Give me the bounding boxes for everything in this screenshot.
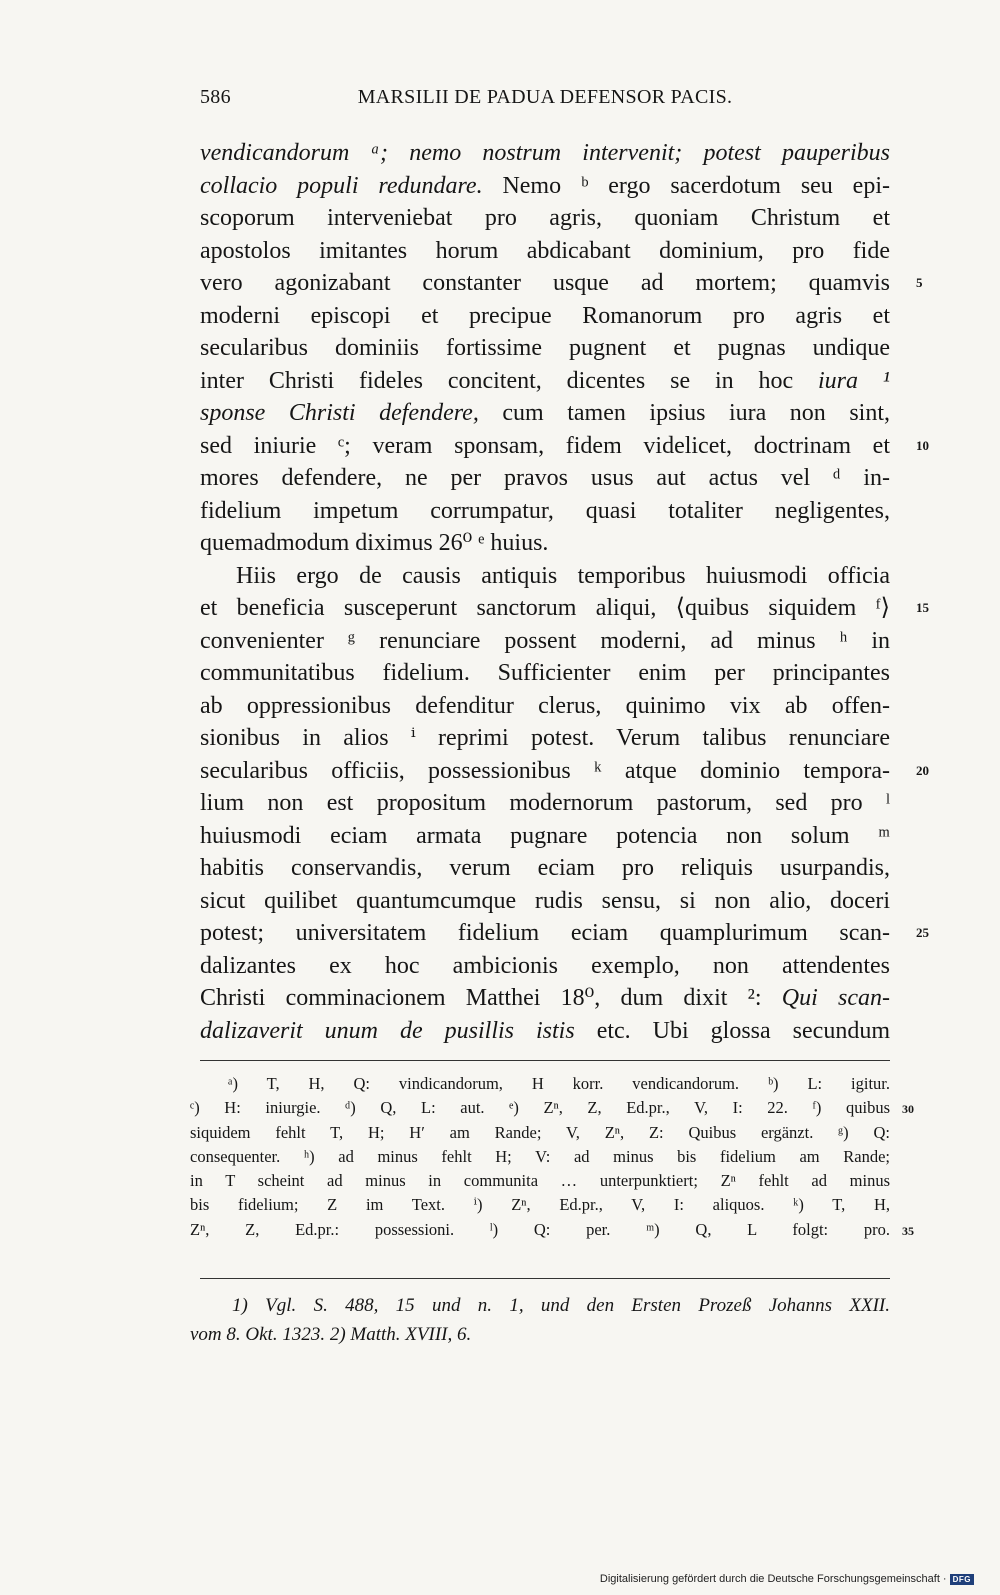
text-line: moderni episcopi et precipue Romanorum pro agris et [200, 302, 890, 329]
apparatus-line: ᶜ) H: iniurgie. ᵈ) Q, L: aut. ᵉ) Zⁿ, Z, Ed.pr., V, I: 22. ᶠ) quibus [190, 1098, 890, 1118]
apparatus-line: Zⁿ, Z, Ed.pr.: possessioni. ˡ) Q: per. ᵐ) Q, L folgt: pro. [190, 1219, 890, 1239]
apparatus-line: in T scheint ad minus in communita … unterpunktiert; Zⁿ fehlt ad minus [190, 1171, 890, 1191]
apparatus-line: consequenter. ʰ) ad minus fehlt H; V: ad minus bis fidelium am Rande; [190, 1146, 890, 1166]
line-number: 5 [916, 275, 923, 290]
reference-line: vom 8. Okt. 1323. 2) Matth. XVIII, 6. [190, 1324, 472, 1345]
digitization-credit [600, 1573, 974, 1585]
text-line: secularibus dominiis fortissime pugnent et pugnas undique [200, 335, 890, 361]
text-line: convenienter ᵍ renunciare possent moderni, ad minus ʰ in [200, 627, 890, 654]
text-line: sed iniurie ᶜ; veram sponsam, fidem videlicet, doctrinam et [200, 432, 890, 459]
apparatus-line-number: 35 [902, 1223, 914, 1238]
line-number: 10 [916, 437, 929, 453]
reference-line: 1) Vgl. S. 488, 15 und n. 1, und den Ersten Prozeß Johanns XXII. [232, 1295, 890, 1316]
apparatus-line: ᵃ) T, H, Q: vindicandorum, H korr. vendicandorum. ᵇ) L: igitur. [228, 1074, 890, 1093]
reference-footnotes [190, 1291, 890, 1349]
text-line: ab oppressionibus defenditur clerus, quinimo vix ab offen- [200, 692, 890, 719]
text-line: secularibus officiis, possessionibus ᵏ atque dominio tempora- [200, 757, 890, 784]
text-line: vendicandorum ᵃ; nemo nostrum intervenit; potest pauperibus [200, 140, 890, 166]
text-line: collacio populi redundare. Nemo ᵇ ergo sacerdotum seu epi- [200, 172, 890, 199]
dfg-logo: DFG [950, 1574, 974, 1585]
page-number: 586 [200, 86, 231, 108]
line-number: 25 [916, 925, 929, 940]
text-line: quemadmodum diximus 26⁰ ᵉ huius. [200, 530, 549, 556]
text-line: huiusmodi eciam armata pugnare potencia non solum ᵐ [200, 822, 890, 849]
digitization-note: Digitalisierung gefördert durch die Deutsche Forschungsgemeinschaft · [599, 1573, 947, 1585]
text-line: et beneficia susceperunt sanctorum aliqui, ⟨quibus siquidem ᶠ⟩ [200, 595, 890, 621]
apparatus-rule [200, 1060, 890, 1061]
page-header [200, 86, 890, 120]
text-line: Christi comminacionem Matthei 18⁰, dum dixit ²: Qui scan- [200, 985, 890, 1011]
apparatus-line-number: 30 [902, 1102, 914, 1117]
text-line: habitis conservandis, verum eciam pro reliquis usurpandis, [200, 855, 890, 881]
text-line: mores defendere, ne per pravos usus aut actus vel ᵈ in- [200, 465, 890, 491]
text-line: sionibus in alios ⁱ reprimi potest. Verum talibus renunciare [200, 725, 890, 751]
text-line: vero agonizabant constanter usque ad mortem; quamvis [200, 270, 890, 296]
text-line: fidelium impetum corrumpatur, quasi totaliter negligentes, [200, 497, 890, 524]
text-line: communitatibus fidelium. Sufficienter enim per principantes [200, 660, 890, 686]
apparatus-line: siquidem fehlt T, H; H′ am Rande; V, Zⁿ, Z: Quibus ergänzt. ᵍ) Q: [190, 1122, 890, 1142]
text-line: potest; universitatem fidelium eciam quamplurimum scan- [200, 920, 890, 946]
text-line: dalizantes ex hoc ambicionis exemplo, non attendentes [200, 952, 890, 979]
footnote-rule [200, 1278, 890, 1279]
critical-apparatus [190, 1072, 914, 1242]
text-line: sponse Christi defendere, cum tamen ipsius iura non sint, [200, 400, 891, 426]
line-number: 15 [916, 600, 929, 615]
running-title: MARSILII DE PADUA DEFENSOR PACIS. [357, 86, 733, 108]
main-text [200, 137, 929, 1047]
text-line: Hiis ergo de causis antiquis temporibus huiusmodi officia [236, 562, 890, 589]
text-line: sicut quilibet quantumcumque rudis sensu, si non alio, doceri [200, 887, 890, 914]
line-number: 20 [916, 762, 929, 778]
apparatus-line: bis fidelium; Z im Text. ⁱ) Zⁿ, Ed.pr., V, I: aliquos. ᵏ) T, H, [190, 1195, 890, 1215]
text-line: scoporum interveniebat pro agris, quoniam Christum et [200, 205, 890, 231]
text-line: inter Christi fideles concitent, dicentes se in hoc iura ¹ [200, 367, 890, 394]
text-line: dalizaverit unum de pusillis istis etc. Ubi glossa secundum [200, 1017, 890, 1044]
text-line: lium non est propositum modernorum pastorum, sed pro ˡ [200, 790, 890, 816]
text-line: apostolos imitantes horum abdicabant dominium, pro fide [200, 237, 890, 264]
